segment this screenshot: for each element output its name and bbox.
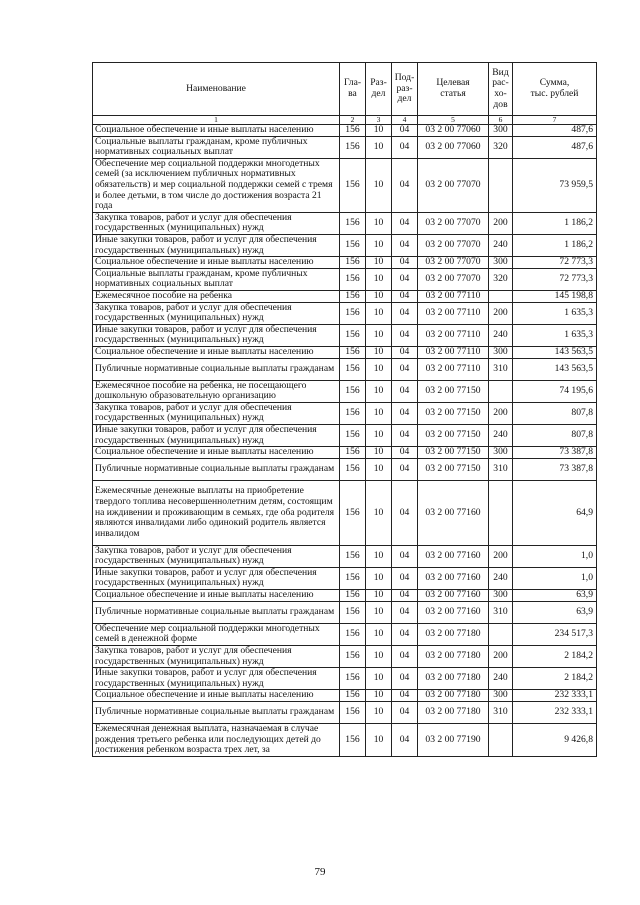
- row-expense-type: 200: [489, 545, 513, 567]
- row-target-article: 03 2 00 77180: [418, 668, 489, 690]
- row-name: Ежемесячное пособие на ребенка, не посещающего дошкольную образовательную организацию: [93, 380, 340, 402]
- row-razdel: 10: [366, 458, 392, 480]
- row-name: Закупка товаров, работ и услуг для обеспечения государственных (муниципальных) нужд: [93, 302, 340, 324]
- row-glava: 156: [340, 212, 366, 234]
- row-name: Ежемесячные денежные выплаты на приобретение твердого топлива несовершеннолетним детям, состоящим на иждивении и проживающим в семьях, где оба родителя являются инвалидами либо одинокий родитель является инвалидом: [93, 481, 340, 546]
- page-number: 79: [314, 866, 326, 878]
- row-target-article: 03 2 00 77110: [418, 302, 489, 324]
- row-sum: 1,0: [513, 545, 597, 567]
- row-podrazdel: 04: [392, 458, 418, 480]
- row-name: Социальное обеспечение и иные выплаты населению: [93, 447, 340, 459]
- table-row: [93, 290, 597, 302]
- row-glava: 156: [340, 136, 366, 158]
- row-podrazdel: 04: [392, 701, 418, 723]
- row-podrazdel: 04: [392, 257, 418, 269]
- row-sum: 63,9: [513, 601, 597, 623]
- row-sum: 72 773,3: [513, 268, 597, 290]
- table-row: [93, 158, 597, 212]
- row-sum: 1 635,3: [513, 324, 597, 346]
- row-glava: 156: [340, 645, 366, 667]
- row-expense-type: 240: [489, 567, 513, 589]
- table-row: [93, 645, 597, 667]
- row-razdel: 10: [366, 268, 392, 290]
- row-sum: 63,9: [513, 590, 597, 602]
- row-expense-type: 240: [489, 668, 513, 690]
- row-glava: 156: [340, 481, 366, 546]
- row-glava: 156: [340, 425, 366, 447]
- row-expense-type: [489, 481, 513, 546]
- table-row: [93, 425, 597, 447]
- table-row: [93, 346, 597, 358]
- row-razdel: 10: [366, 567, 392, 589]
- row-razdel: 10: [366, 324, 392, 346]
- row-sum: 234 517,3: [513, 623, 597, 645]
- row-podrazdel: 04: [392, 158, 418, 212]
- table-row: [93, 125, 597, 137]
- row-name: Ежемесячная денежная выплата, назначаемая в случае рождения третьего ребенка или последующих детей до достижения ребенком возраста трех лет, за: [93, 724, 340, 757]
- row-podrazdel: 04: [392, 545, 418, 567]
- row-razdel: 10: [366, 234, 392, 256]
- row-sum: 1 186,2: [513, 234, 597, 256]
- row-podrazdel: 04: [392, 125, 418, 137]
- row-target-article: 03 2 00 77160: [418, 601, 489, 623]
- row-glava: 156: [340, 701, 366, 723]
- row-expense-type: 320: [489, 136, 513, 158]
- row-sum: 9 426,8: [513, 724, 597, 757]
- row-expense-type: 200: [489, 645, 513, 667]
- row-expense-type: 300: [489, 447, 513, 459]
- budget-table: [92, 62, 597, 757]
- row-podrazdel: 04: [392, 212, 418, 234]
- row-razdel: 10: [366, 212, 392, 234]
- row-name: Публичные нормативные социальные выплаты гражданам: [93, 458, 340, 480]
- row-podrazdel: 04: [392, 447, 418, 459]
- row-sum: 73 387,8: [513, 447, 597, 459]
- row-glava: 156: [340, 302, 366, 324]
- row-razdel: 10: [366, 481, 392, 546]
- row-glava: 156: [340, 380, 366, 402]
- row-podrazdel: 04: [392, 402, 418, 424]
- row-razdel: 10: [366, 690, 392, 702]
- row-razdel: 10: [366, 125, 392, 137]
- row-razdel: 10: [366, 346, 392, 358]
- row-glava: 156: [340, 447, 366, 459]
- row-target-article: 03 2 00 77150: [418, 458, 489, 480]
- row-name: Обеспечение мер социальной поддержки многодетных семей (за исключением публичных нормативных обязательств) и мер социальной поддержки семей с тремя и более детьми, в том числе до достижения возраста 21 года: [93, 158, 340, 212]
- table-row: [93, 257, 597, 269]
- row-name: Иные закупки товаров, работ и услуг для обеспечения государственных (муниципальных) нужд: [93, 668, 340, 690]
- table-row: [93, 481, 597, 546]
- row-name: Социальные выплаты гражданам, кроме публичных нормативных социальных выплат: [93, 268, 340, 290]
- row-razdel: 10: [366, 290, 392, 302]
- row-name: Ежемесячное пособие на ребенка: [93, 290, 340, 302]
- row-expense-type: 310: [489, 458, 513, 480]
- header-glava: Гла- ва: [340, 63, 366, 116]
- table-row: [93, 234, 597, 256]
- row-name: Публичные нормативные социальные выплаты гражданам: [93, 701, 340, 723]
- row-expense-type: 300: [489, 125, 513, 137]
- row-glava: 156: [340, 358, 366, 380]
- row-razdel: 10: [366, 701, 392, 723]
- row-podrazdel: 04: [392, 302, 418, 324]
- row-sum: 807,8: [513, 402, 597, 424]
- row-razdel: 10: [366, 402, 392, 424]
- row-name: Социальное обеспечение и иные выплаты населению: [93, 690, 340, 702]
- row-razdel: 10: [366, 158, 392, 212]
- row-expense-type: 300: [489, 690, 513, 702]
- row-target-article: 03 2 00 77110: [418, 358, 489, 380]
- row-podrazdel: 04: [392, 324, 418, 346]
- row-target-article: 03 2 00 77110: [418, 346, 489, 358]
- column-number: 6: [489, 116, 513, 125]
- row-name: Иные закупки товаров, работ и услуг для обеспечения государственных (муниципальных) нужд: [93, 425, 340, 447]
- row-podrazdel: 04: [392, 136, 418, 158]
- row-razdel: 10: [366, 257, 392, 269]
- row-target-article: 03 2 00 77110: [418, 324, 489, 346]
- row-sum: 145 198,8: [513, 290, 597, 302]
- table-body: [93, 125, 597, 757]
- row-target-article: 03 2 00 77150: [418, 425, 489, 447]
- row-glava: 156: [340, 458, 366, 480]
- row-expense-type: [489, 290, 513, 302]
- row-glava: 156: [340, 668, 366, 690]
- row-sum: 487,6: [513, 136, 597, 158]
- row-glava: 156: [340, 545, 366, 567]
- header-vid: Вид рас- хо- дов: [489, 63, 513, 116]
- header-target: Целевая статья: [418, 63, 489, 116]
- row-sum: 72 773,3: [513, 257, 597, 269]
- row-name: Публичные нормативные социальные выплаты гражданам: [93, 358, 340, 380]
- row-razdel: 10: [366, 724, 392, 757]
- table-row: [93, 545, 597, 567]
- row-sum: 143 563,5: [513, 346, 597, 358]
- row-razdel: 10: [366, 590, 392, 602]
- row-name: Иные закупки товаров, работ и услуг для обеспечения государственных (муниципальных) нужд: [93, 324, 340, 346]
- row-target-article: 03 2 00 77070: [418, 268, 489, 290]
- budget-table-page: [92, 62, 596, 757]
- column-number: 5: [418, 116, 489, 125]
- table-row: [93, 458, 597, 480]
- row-expense-type: 300: [489, 257, 513, 269]
- table-row: [93, 668, 597, 690]
- row-podrazdel: 04: [392, 601, 418, 623]
- row-podrazdel: 04: [392, 234, 418, 256]
- row-target-article: 03 2 00 77150: [418, 447, 489, 459]
- row-razdel: 10: [366, 136, 392, 158]
- table-row: [93, 324, 597, 346]
- row-glava: 156: [340, 268, 366, 290]
- row-glava: 156: [340, 257, 366, 269]
- table-row: [93, 136, 597, 158]
- row-podrazdel: 04: [392, 645, 418, 667]
- row-expense-type: 200: [489, 302, 513, 324]
- row-expense-type: 310: [489, 601, 513, 623]
- row-sum: 487,6: [513, 125, 597, 137]
- table-row: [93, 358, 597, 380]
- row-expense-type: 200: [489, 212, 513, 234]
- table-row: [93, 212, 597, 234]
- row-expense-type: [489, 724, 513, 757]
- row-glava: 156: [340, 402, 366, 424]
- row-glava: 156: [340, 234, 366, 256]
- row-expense-type: [489, 158, 513, 212]
- row-sum: 143 563,5: [513, 358, 597, 380]
- row-razdel: 10: [366, 380, 392, 402]
- row-razdel: 10: [366, 623, 392, 645]
- row-podrazdel: 04: [392, 567, 418, 589]
- column-number: 7: [513, 116, 597, 125]
- row-glava: 156: [340, 724, 366, 757]
- table-row: [93, 724, 597, 757]
- row-podrazdel: 04: [392, 425, 418, 447]
- row-expense-type: 200: [489, 402, 513, 424]
- row-podrazdel: 04: [392, 380, 418, 402]
- row-razdel: 10: [366, 302, 392, 324]
- row-sum: 807,8: [513, 425, 597, 447]
- row-sum: 1 186,2: [513, 212, 597, 234]
- row-expense-type: 310: [489, 358, 513, 380]
- row-name: Социальное обеспечение и иные выплаты населению: [93, 257, 340, 269]
- row-glava: 156: [340, 324, 366, 346]
- row-name: Иные закупки товаров, работ и услуг для обеспечения государственных (муниципальных) нужд: [93, 234, 340, 256]
- row-name: Обеспечение мер социальной поддержки многодетных семей в денежной форме: [93, 623, 340, 645]
- table-row: [93, 380, 597, 402]
- column-number: 3: [366, 116, 392, 125]
- row-podrazdel: 04: [392, 668, 418, 690]
- row-name: Социальное обеспечение и иные выплаты населению: [93, 346, 340, 358]
- header-podrazdel: Под- раз- дел: [392, 63, 418, 116]
- row-target-article: 03 2 00 77150: [418, 402, 489, 424]
- row-target-article: 03 2 00 77190: [418, 724, 489, 757]
- row-sum: 1 635,3: [513, 302, 597, 324]
- table-row: [93, 302, 597, 324]
- row-name: Социальные выплаты гражданам, кроме публичных нормативных социальных выплат: [93, 136, 340, 158]
- row-name: Иные закупки товаров, работ и услуг для обеспечения государственных (муниципальных) нужд: [93, 567, 340, 589]
- row-razdel: 10: [366, 358, 392, 380]
- row-target-article: 03 2 00 77070: [418, 234, 489, 256]
- row-glava: 156: [340, 590, 366, 602]
- table-header-row: [93, 63, 597, 116]
- row-podrazdel: 04: [392, 623, 418, 645]
- row-sum: 232 333,1: [513, 701, 597, 723]
- row-podrazdel: 04: [392, 590, 418, 602]
- row-expense-type: 300: [489, 346, 513, 358]
- column-number: 1: [93, 116, 340, 125]
- row-target-article: 03 2 00 77160: [418, 481, 489, 546]
- row-sum: 74 195,6: [513, 380, 597, 402]
- row-sum: 232 333,1: [513, 690, 597, 702]
- table-row: [93, 590, 597, 602]
- row-podrazdel: 04: [392, 690, 418, 702]
- header-razdel: Раз- дел: [366, 63, 392, 116]
- row-target-article: 03 2 00 77180: [418, 645, 489, 667]
- row-expense-type: [489, 380, 513, 402]
- row-target-article: 03 2 00 77160: [418, 567, 489, 589]
- row-razdel: 10: [366, 645, 392, 667]
- row-name: Социальное обеспечение и иные выплаты населению: [93, 590, 340, 602]
- column-number: 2: [340, 116, 366, 125]
- row-target-article: 03 2 00 77180: [418, 690, 489, 702]
- row-glava: 156: [340, 125, 366, 137]
- row-target-article: 03 2 00 77060: [418, 125, 489, 137]
- column-number: 4: [392, 116, 418, 125]
- row-name: Публичные нормативные социальные выплаты гражданам: [93, 601, 340, 623]
- row-glava: 156: [340, 690, 366, 702]
- row-glava: 156: [340, 567, 366, 589]
- row-sum: 73 959,5: [513, 158, 597, 212]
- row-target-article: 03 2 00 77070: [418, 212, 489, 234]
- row-expense-type: 300: [489, 590, 513, 602]
- table-row: [93, 402, 597, 424]
- row-target-article: 03 2 00 77180: [418, 623, 489, 645]
- row-target-article: 03 2 00 77110: [418, 290, 489, 302]
- header-sum: Сумма, тыс. рублей: [513, 63, 597, 116]
- row-target-article: 03 2 00 77060: [418, 136, 489, 158]
- table-row: [93, 567, 597, 589]
- row-glava: 156: [340, 290, 366, 302]
- row-sum: 64,9: [513, 481, 597, 546]
- table-row: [93, 601, 597, 623]
- row-podrazdel: 04: [392, 481, 418, 546]
- header-name: Наименование: [93, 63, 340, 116]
- row-target-article: 03 2 00 77160: [418, 590, 489, 602]
- row-sum: 2 184,2: [513, 668, 597, 690]
- table-row: [93, 690, 597, 702]
- row-name: Закупка товаров, работ и услуг для обеспечения государственных (муниципальных) нужд: [93, 212, 340, 234]
- row-glava: 156: [340, 158, 366, 212]
- row-razdel: 10: [366, 545, 392, 567]
- row-expense-type: 310: [489, 701, 513, 723]
- row-glava: 156: [340, 623, 366, 645]
- table-row: [93, 701, 597, 723]
- row-podrazdel: 04: [392, 724, 418, 757]
- row-target-article: 03 2 00 77070: [418, 158, 489, 212]
- row-expense-type: 240: [489, 425, 513, 447]
- row-expense-type: [489, 623, 513, 645]
- row-razdel: 10: [366, 668, 392, 690]
- row-expense-type: 240: [489, 324, 513, 346]
- table-row: [93, 268, 597, 290]
- row-sum: 2 184,2: [513, 645, 597, 667]
- row-glava: 156: [340, 601, 366, 623]
- row-target-article: 03 2 00 77150: [418, 380, 489, 402]
- row-podrazdel: 04: [392, 268, 418, 290]
- row-expense-type: 320: [489, 268, 513, 290]
- row-name: Закупка товаров, работ и услуг для обеспечения государственных (муниципальных) нужд: [93, 402, 340, 424]
- table-row: [93, 623, 597, 645]
- table-row: [93, 447, 597, 459]
- row-podrazdel: 04: [392, 346, 418, 358]
- row-sum: 73 387,8: [513, 458, 597, 480]
- row-name: Закупка товаров, работ и услуг для обеспечения государственных (муниципальных) нужд: [93, 545, 340, 567]
- row-podrazdel: 04: [392, 358, 418, 380]
- row-podrazdel: 04: [392, 290, 418, 302]
- row-target-article: 03 2 00 77070: [418, 257, 489, 269]
- row-razdel: 10: [366, 447, 392, 459]
- row-name: Социальное обеспечение и иные выплаты населению: [93, 125, 340, 137]
- row-sum: 1,0: [513, 567, 597, 589]
- row-expense-type: 240: [489, 234, 513, 256]
- row-glava: 156: [340, 346, 366, 358]
- row-target-article: 03 2 00 77160: [418, 545, 489, 567]
- row-name: Закупка товаров, работ и услуг для обеспечения государственных (муниципальных) нужд: [93, 645, 340, 667]
- row-razdel: 10: [366, 601, 392, 623]
- row-razdel: 10: [366, 425, 392, 447]
- row-target-article: 03 2 00 77180: [418, 701, 489, 723]
